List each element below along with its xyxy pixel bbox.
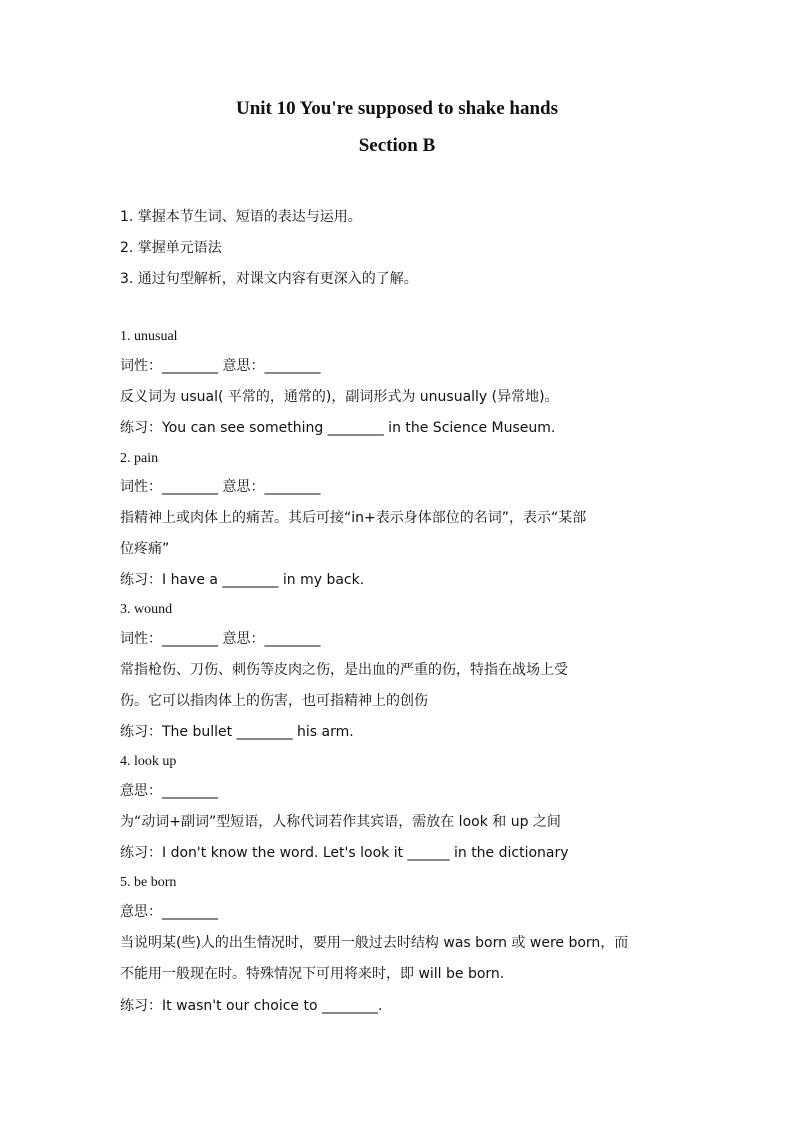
word-2-exercise: 练习：I have a ________ in my back. — [120, 572, 365, 588]
word-5-blank-line: 意思：________ — [120, 904, 218, 920]
word-2-heading: 2. pain — [120, 451, 159, 466]
word-4-heading: 4. look up — [120, 754, 177, 769]
word-2-blank-line: 词性：________ 意思：________ — [120, 479, 321, 495]
word-5-note-1: 当说明某(些)人的出生情况时，要用一般过去时结构 was born 或 were born，而 — [120, 935, 629, 951]
word-4-blank-line: 意思：________ — [120, 783, 218, 799]
word-3-note-2: 伤。它可以指肉体上的伤害，也可指精神上的创伤 — [120, 693, 428, 709]
word-1-exercise: 练习：You can see something ________ in the Science Museum. — [120, 420, 556, 436]
objective-1: 1. 掌握本节生词、短语的表达与运用。 — [120, 209, 362, 225]
word-3-exercise: 练习：The bullet ________ his arm. — [120, 724, 354, 740]
word-1-blank-line: 词性：________ 意思：________ — [120, 358, 321, 374]
word-4-note: 为“动词+副词”型短语，人称代词若作其宾语，需放在 look 和 up 之间 — [120, 814, 561, 830]
word-3-note-1: 常指枪伤、刀伤、刺伤等皮肉之伤，是出血的严重的伤，特指在战场上受 — [120, 662, 568, 678]
word-5-exercise: 练习：It wasn't our choice to ________. — [120, 998, 383, 1014]
word-3-heading: 3. wound — [120, 602, 173, 617]
page-title: Unit 10 You're supposed to shake hands — [235, 98, 559, 119]
objective-2: 2. 掌握单元语法 — [120, 240, 222, 256]
objective-3: 3. 通过句型解析，对课文内容有更深入的了解。 — [120, 271, 418, 287]
word-1-heading: 1. unusual — [120, 329, 178, 344]
word-4-exercise: 练习：I don't know the word. Let's look it ______ in the dictionary — [120, 845, 569, 861]
word-3-blank-line: 词性：________ 意思：________ — [120, 631, 321, 647]
word-1-note: 反义词为 usual( 平常的，通常的)，副词形式为 unusually (异常地)。 — [120, 389, 559, 405]
word-2-note-2: 位疼痛” — [120, 541, 170, 557]
word-5-heading: 5. be born — [120, 875, 177, 890]
section-subtitle: Section B — [358, 135, 436, 156]
word-5-note-2: 不能用一般现在时。特殊情况下可用将来时，即 will be born. — [120, 966, 505, 982]
word-2-note-1: 指精神上或肉体上的痛苦。其后可接“in+表示身体部位的名词”，表示“某部 — [120, 510, 587, 526]
